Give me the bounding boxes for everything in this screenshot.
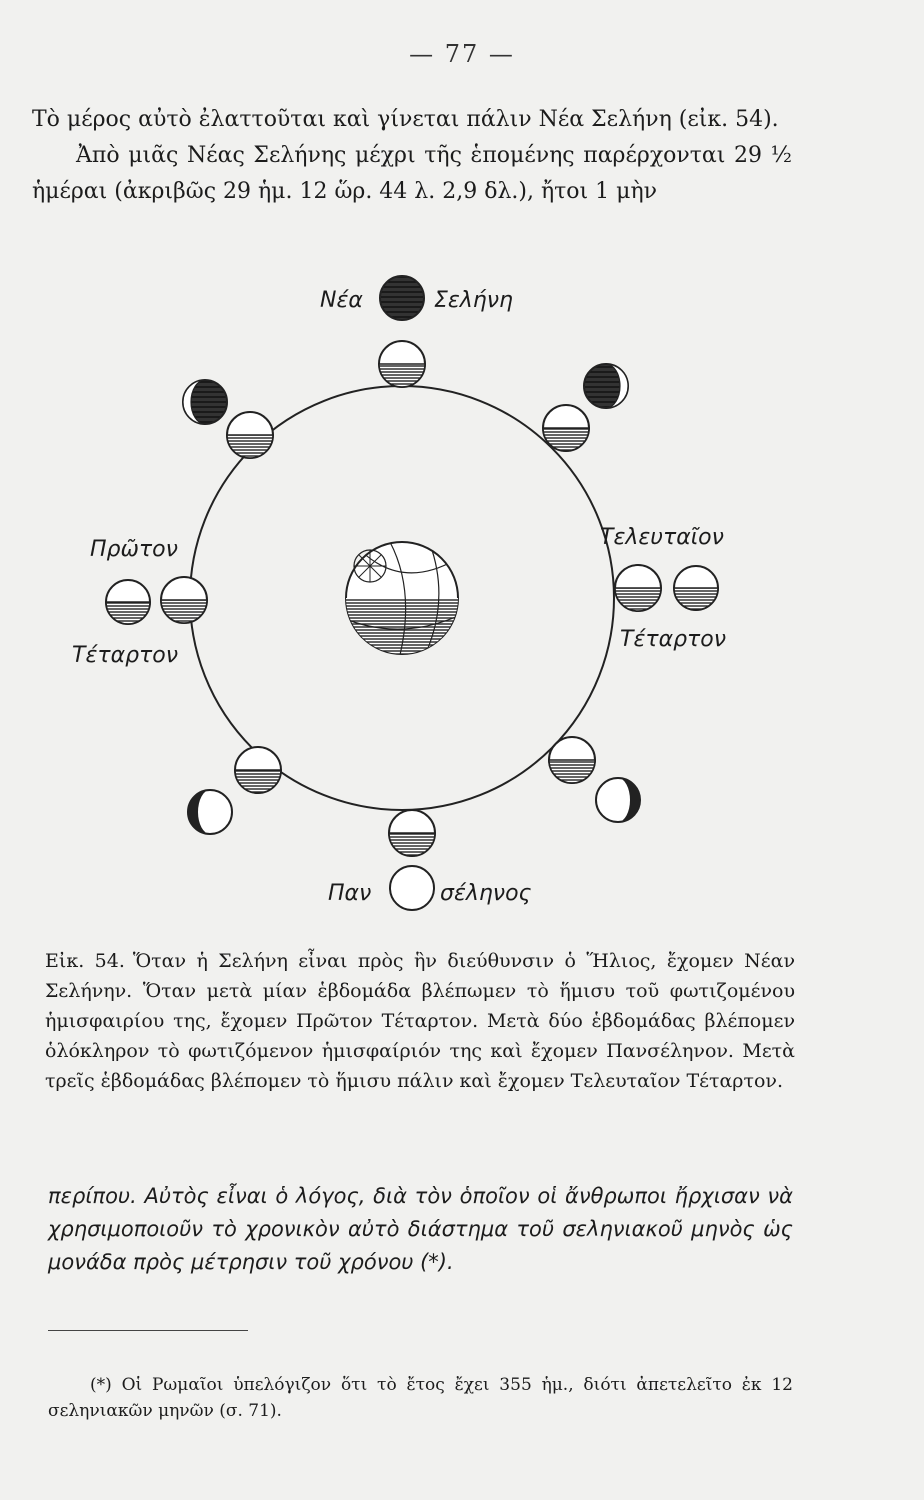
- moon-last-quarter-appearance: [674, 566, 718, 610]
- moon-phases-figure: [60, 260, 780, 920]
- moon-waning-crescent-appearance: [584, 364, 628, 408]
- intro-line-2: Ἀπὸ μιᾶς Νέας Σελήνης μέχρι τῆς ἑπομένης παρέρχονται 29 ½ ἡμέραι (ἀκριβῶς 29 ἡμ. 12 ὥρ. 44 λ. 2,9 δλ.), ἤτοι 1 μὴν: [32, 143, 792, 204]
- caption-figure-ref: Εἰκ. 54.: [45, 950, 125, 972]
- footnote-divider: [48, 1330, 248, 1331]
- moon-full-orbit: [389, 810, 435, 856]
- label-tetarton-left: Τέταρτον: [72, 643, 179, 668]
- figure-caption: [45, 946, 795, 1096]
- moon-full-appearance: [390, 866, 434, 910]
- label-pan: Παν: [328, 881, 372, 906]
- footnote-text: (*) Οἱ Ρωμαῖοι ὑπελόγιζον ὅτι τὸ ἔτος ἔχει 355 ἡμ., διότι ἀπετελεῖτο ἐκ 12 σεληνιακῶν μηνῶν (σ. 71).: [48, 1375, 793, 1421]
- moon-new-orbit: [379, 341, 425, 387]
- footnote: [48, 1372, 793, 1424]
- moon-crescent-appearance: [183, 380, 227, 424]
- moon-first-quarter-appearance: [106, 580, 150, 624]
- moon-new-appearance: [380, 276, 424, 320]
- caption-text: Ὅταν ἡ Σελήνη εἶναι πρὸς ἣν διεύθυνσιν ὁ Ἥλιος, ἔχομεν Νέαν Σελήνην. Ὅταν μετὰ μίαν ἑβδομάδα βλέπωμεν τὸ ἥμισυ τοῦ φωτιζομένου ἡμισφαιρίου της, ἔχομεν Πρῶτον Τέταρτον. Μετὰ δύο ἑβδομάδας βλέπομεν ὁλόκληρον τὸ φωτιζόμενον ἡμισφαίριόν της καὶ ἔχομεν Πανσέληνον. Μετὰ τρεῖς ἑβδομάδας βλέπομεν τὸ ἥμισυ πάλιν καὶ ἔχομεν Τελευταῖον Τέταρτον.: [45, 950, 795, 1092]
- label-tetarton-right: Τέταρτον: [620, 627, 727, 652]
- continuation-paragraph: περίπου. Αὐτὸς εἶναι ὁ λόγος, διὰ τὸν ὁποῖον οἱ ἄνθρωποι ἤρχισαν νὰ χρησιμοποιοῦν τὸ χρονικὸν αὐτὸ διάστημα τοῦ σεληνιακοῦ μηνὸς ὡς μονάδα πρὸς μέτρησιν τοῦ χρόνου (*).: [48, 1184, 793, 1274]
- moon-waning-gibbous-orbit: [549, 737, 595, 783]
- label-proton: Πρῶτον: [90, 537, 178, 562]
- moon-waxing-crescent-orbit: [227, 412, 273, 458]
- label-selini: Σελήνη: [434, 288, 513, 313]
- label-teleutaion: Τελευταῖον: [600, 525, 724, 550]
- intro-paragraph: [32, 102, 792, 210]
- moon-waning-crescent-orbit: [543, 405, 589, 451]
- label-nea: Νέα: [320, 288, 363, 313]
- moon-waxing-gibbous-orbit: [235, 747, 281, 793]
- earth-globe: [340, 542, 465, 658]
- moon-gibbous-appearance: [188, 790, 232, 834]
- moon-waning-gibbous-appearance: [596, 778, 640, 822]
- intro-line-1: Τὸ μέρος αὐτὸ ἐλαττοῦται καὶ γίνεται πάλιν Νέα Σελήνη (εἰκ. 54).: [32, 107, 779, 132]
- moon-last-quarter-orbit: [615, 565, 661, 611]
- label-selinos: σέληνος: [440, 881, 532, 906]
- page-number: — 77 —: [409, 40, 515, 68]
- moon-first-quarter-orbit: [161, 577, 207, 623]
